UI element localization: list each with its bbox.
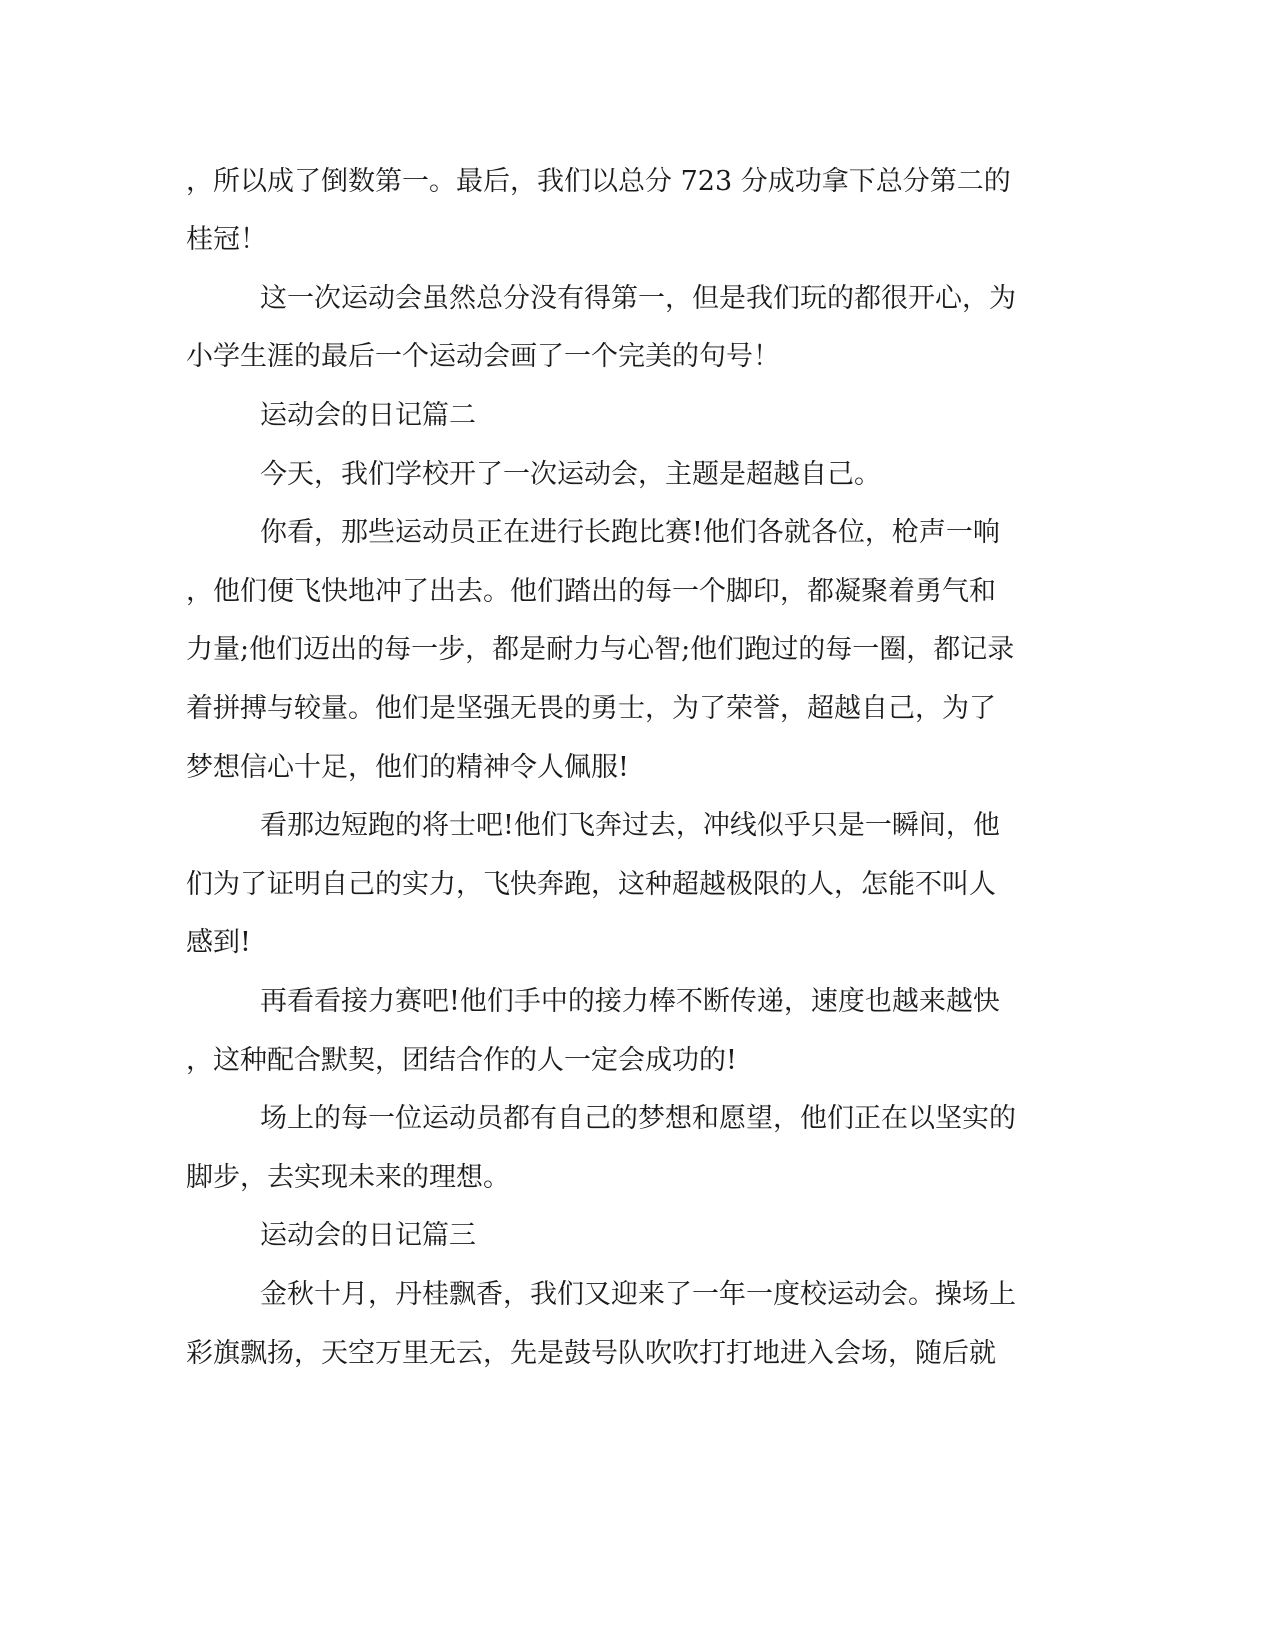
paragraph-line: 今天，我们学校开了一次运动会，主题是超越自己。 <box>260 459 881 490</box>
text-line: 脚步，去实现未来的理想。 <box>186 1162 510 1193</box>
text-line: 梦想信心十足，他们的精神令人佩服! <box>186 752 629 783</box>
paragraph-line: 看那边短跑的将士吧!他们飞奔过去，冲线似乎只是一瞬间，他 <box>260 810 1000 841</box>
section-heading: 运动会的日记篇三 <box>260 1220 476 1251</box>
text-line: 彩旗飘扬，天空万里无云，先是鼓号队吹吹打打地进入会场，随后就 <box>186 1338 996 1369</box>
text-line: 力量;他们迈出的每一步，都是耐力与心智;他们跑过的每一圈，都记录 <box>186 634 1015 665</box>
text-line: ，他们便飞快地冲了出去。他们踏出的每一个脚印，都凝聚着勇气和 <box>186 576 996 607</box>
paragraph-line: 金秋十月，丹桂飘香，我们又迎来了一年一度校运动会。操场上 <box>260 1279 1016 1310</box>
text-line: ，所以成了倒数第一。最后，我们以总分 723 分成功拿下总分第二的 <box>186 166 1011 197</box>
section-heading: 运动会的日记篇二 <box>260 400 476 431</box>
paragraph-line: 场上的每一位运动员都有自己的梦想和愿望，他们正在以坚实的 <box>260 1103 1016 1134</box>
text-line: 桂冠！ <box>186 224 267 255</box>
paragraph-line: 你看，那些运动员正在进行长跑比赛!他们各就各位，枪声一响 <box>260 517 1000 548</box>
text-line: ，这种配合默契，团结合作的人一定会成功的! <box>186 1045 737 1076</box>
paragraph-line: 这一次运动会虽然总分没有得第一，但是我们玩的都很开心，为 <box>260 283 1016 314</box>
text-line: 感到! <box>186 927 251 958</box>
text-line: 小学生涯的最后一个运动会画了一个完美的句号！ <box>186 341 780 372</box>
paragraph-line: 再看看接力赛吧!他们手中的接力棒不断传递，速度也越来越快 <box>260 986 1000 1017</box>
text-line: 们为了证明自己的实力，飞快奔跑，这种超越极限的人，怎能不叫人 <box>186 869 996 900</box>
text-line: 着拼搏与较量。他们是坚强无畏的勇士，为了荣誉，超越自己，为了 <box>186 693 996 724</box>
